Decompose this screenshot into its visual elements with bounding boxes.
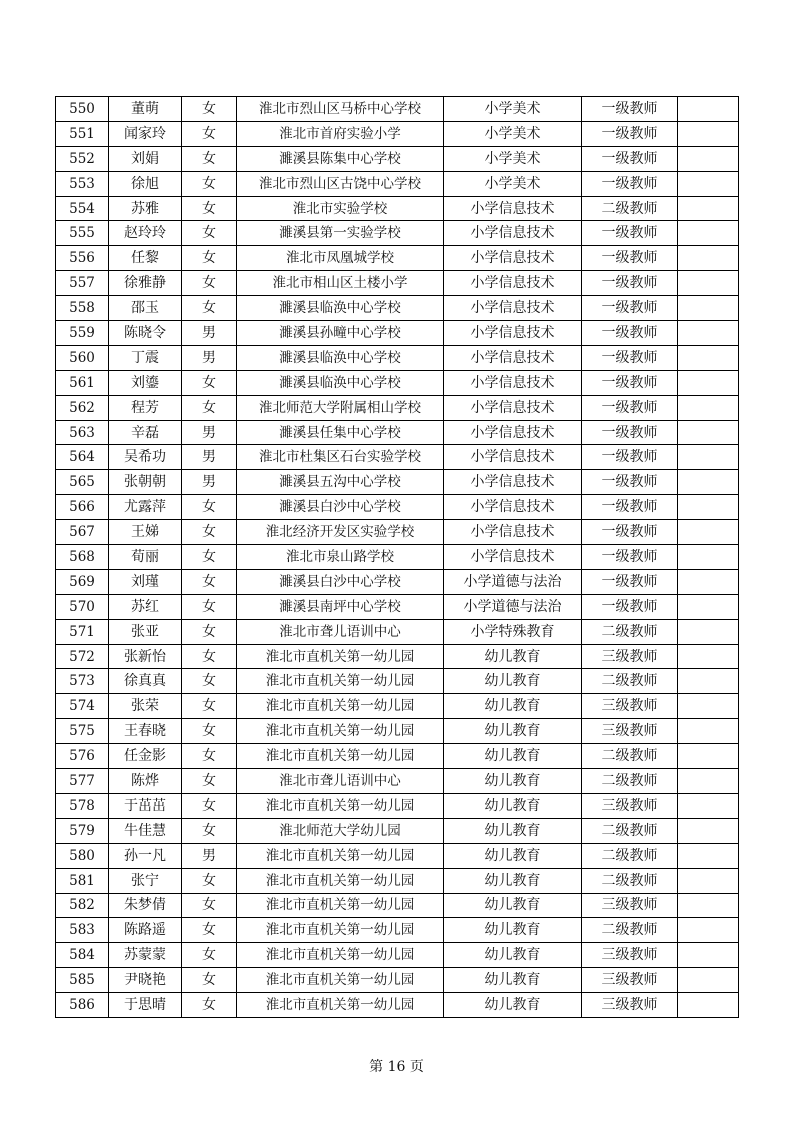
title-rank-cell: 二级教师 bbox=[582, 843, 678, 868]
gender-cell: 女 bbox=[182, 893, 237, 918]
remarks-cell bbox=[678, 968, 739, 993]
school-cell: 淮北市直机关第一幼儿园 bbox=[237, 644, 444, 669]
row-number-cell: 560 bbox=[56, 345, 109, 370]
teacher-name-cell: 徐旭 bbox=[109, 171, 182, 196]
gender-cell: 男 bbox=[182, 470, 237, 495]
title-rank-cell: 三级教师 bbox=[582, 968, 678, 993]
remarks-cell bbox=[678, 445, 739, 470]
gender-cell: 女 bbox=[182, 271, 237, 296]
school-cell: 淮北市直机关第一幼儿园 bbox=[237, 893, 444, 918]
row-number-cell: 563 bbox=[56, 420, 109, 445]
title-rank-cell: 二级教师 bbox=[582, 769, 678, 794]
school-cell: 淮北市杜集区石台实验学校 bbox=[237, 445, 444, 470]
gender-cell: 女 bbox=[182, 793, 237, 818]
gender-cell: 女 bbox=[182, 594, 237, 619]
teacher-name-cell: 徐雅静 bbox=[109, 271, 182, 296]
remarks-cell bbox=[678, 669, 739, 694]
table-row bbox=[56, 121, 739, 146]
remarks-cell bbox=[678, 918, 739, 943]
teacher-name-cell: 刘娟 bbox=[109, 146, 182, 171]
subject-cell: 幼儿教育 bbox=[444, 843, 582, 868]
gender-cell: 女 bbox=[182, 121, 237, 146]
gender-cell: 女 bbox=[182, 694, 237, 719]
remarks-cell bbox=[678, 694, 739, 719]
remarks-cell bbox=[678, 843, 739, 868]
school-cell: 淮北经济开发区实验学校 bbox=[237, 520, 444, 545]
title-rank-cell: 一级教师 bbox=[582, 594, 678, 619]
gender-cell: 女 bbox=[182, 520, 237, 545]
teacher-name-cell: 张宁 bbox=[109, 868, 182, 893]
gender-cell: 男 bbox=[182, 321, 237, 346]
school-cell: 淮北市泉山路学校 bbox=[237, 545, 444, 570]
subject-cell: 幼儿教育 bbox=[444, 818, 582, 843]
gender-cell: 女 bbox=[182, 669, 237, 694]
remarks-cell bbox=[678, 495, 739, 520]
row-number-cell: 555 bbox=[56, 221, 109, 246]
teacher-name-cell: 刘瑾 bbox=[109, 569, 182, 594]
subject-cell: 小学信息技术 bbox=[444, 271, 582, 296]
teacher-name-cell: 徐真真 bbox=[109, 669, 182, 694]
table-row bbox=[56, 545, 739, 570]
teacher-name-cell: 吴希功 bbox=[109, 445, 182, 470]
title-rank-cell: 一级教师 bbox=[582, 97, 678, 122]
title-rank-cell: 二级教师 bbox=[582, 619, 678, 644]
gender-cell: 女 bbox=[182, 196, 237, 221]
remarks-cell bbox=[678, 943, 739, 968]
remarks-cell bbox=[678, 420, 739, 445]
remarks-cell bbox=[678, 395, 739, 420]
title-rank-cell: 一级教师 bbox=[582, 520, 678, 545]
gender-cell: 女 bbox=[182, 719, 237, 744]
teacher-name-cell: 任金影 bbox=[109, 744, 182, 769]
school-cell: 濉溪县任集中心学校 bbox=[237, 420, 444, 445]
title-rank-cell: 三级教师 bbox=[582, 719, 678, 744]
table-row bbox=[56, 196, 739, 221]
table-row bbox=[56, 470, 739, 495]
subject-cell: 小学美术 bbox=[444, 97, 582, 122]
gender-cell: 女 bbox=[182, 968, 237, 993]
remarks-cell bbox=[678, 321, 739, 346]
gender-cell: 女 bbox=[182, 868, 237, 893]
row-number-cell: 562 bbox=[56, 395, 109, 420]
subject-cell: 幼儿教育 bbox=[444, 793, 582, 818]
title-rank-cell: 三级教师 bbox=[582, 644, 678, 669]
gender-cell: 女 bbox=[182, 495, 237, 520]
teacher-name-cell: 孙一凡 bbox=[109, 843, 182, 868]
subject-cell: 小学信息技术 bbox=[444, 345, 582, 370]
table-row bbox=[56, 993, 739, 1018]
table-row bbox=[56, 818, 739, 843]
subject-cell: 小学美术 bbox=[444, 171, 582, 196]
gender-cell: 女 bbox=[182, 569, 237, 594]
title-rank-cell: 一级教师 bbox=[582, 121, 678, 146]
row-number-cell: 569 bbox=[56, 569, 109, 594]
table-row bbox=[56, 744, 739, 769]
title-rank-cell: 一级教师 bbox=[582, 345, 678, 370]
table-row bbox=[56, 171, 739, 196]
row-number-cell: 586 bbox=[56, 993, 109, 1018]
teacher-name-cell: 尤露萍 bbox=[109, 495, 182, 520]
row-number-cell: 576 bbox=[56, 744, 109, 769]
school-cell: 濉溪县南坪中心学校 bbox=[237, 594, 444, 619]
title-rank-cell: 二级教师 bbox=[582, 669, 678, 694]
title-rank-cell: 一级教师 bbox=[582, 171, 678, 196]
gender-cell: 女 bbox=[182, 296, 237, 321]
school-cell: 濉溪县白沙中心学校 bbox=[237, 569, 444, 594]
subject-cell: 幼儿教育 bbox=[444, 694, 582, 719]
subject-cell: 幼儿教育 bbox=[444, 868, 582, 893]
row-number-cell: 559 bbox=[56, 321, 109, 346]
title-rank-cell: 一级教师 bbox=[582, 146, 678, 171]
title-rank-cell: 三级教师 bbox=[582, 793, 678, 818]
school-cell: 淮北市直机关第一幼儿园 bbox=[237, 843, 444, 868]
row-number-cell: 550 bbox=[56, 97, 109, 122]
gender-cell: 女 bbox=[182, 146, 237, 171]
row-number-cell: 580 bbox=[56, 843, 109, 868]
title-rank-cell: 二级教师 bbox=[582, 818, 678, 843]
title-rank-cell: 二级教师 bbox=[582, 868, 678, 893]
subject-cell: 小学美术 bbox=[444, 146, 582, 171]
row-number-cell: 553 bbox=[56, 171, 109, 196]
table-row bbox=[56, 619, 739, 644]
school-cell: 淮北市烈山区马桥中心学校 bbox=[237, 97, 444, 122]
teacher-name-cell: 朱梦倩 bbox=[109, 893, 182, 918]
remarks-cell bbox=[678, 97, 739, 122]
gender-cell: 男 bbox=[182, 843, 237, 868]
remarks-cell bbox=[678, 171, 739, 196]
school-cell: 淮北市直机关第一幼儿园 bbox=[237, 669, 444, 694]
table-row bbox=[56, 146, 739, 171]
gender-cell: 女 bbox=[182, 171, 237, 196]
table-row bbox=[56, 793, 739, 818]
remarks-cell bbox=[678, 146, 739, 171]
teacher-name-cell: 荀丽 bbox=[109, 545, 182, 570]
row-number-cell: 574 bbox=[56, 694, 109, 719]
row-number-cell: 573 bbox=[56, 669, 109, 694]
table-row bbox=[56, 594, 739, 619]
remarks-cell bbox=[678, 569, 739, 594]
teacher-name-cell: 牛佳慧 bbox=[109, 818, 182, 843]
school-cell: 淮北市烈山区古饶中心学校 bbox=[237, 171, 444, 196]
teacher-name-cell: 张荣 bbox=[109, 694, 182, 719]
table-row bbox=[56, 271, 739, 296]
remarks-cell bbox=[678, 296, 739, 321]
school-cell: 淮北市直机关第一幼儿园 bbox=[237, 968, 444, 993]
gender-cell: 女 bbox=[182, 97, 237, 122]
row-number-cell: 556 bbox=[56, 246, 109, 271]
subject-cell: 小学信息技术 bbox=[444, 545, 582, 570]
row-number-cell: 554 bbox=[56, 196, 109, 221]
row-number-cell: 561 bbox=[56, 370, 109, 395]
table-row bbox=[56, 520, 739, 545]
gender-cell: 女 bbox=[182, 993, 237, 1018]
title-rank-cell: 一级教师 bbox=[582, 395, 678, 420]
remarks-cell bbox=[678, 744, 739, 769]
table-row bbox=[56, 694, 739, 719]
remarks-cell bbox=[678, 271, 739, 296]
remarks-cell bbox=[678, 370, 739, 395]
school-cell: 濉溪县五沟中心学校 bbox=[237, 470, 444, 495]
page-footer: 第 16 页 bbox=[369, 1059, 424, 1075]
school-cell: 淮北市直机关第一幼儿园 bbox=[237, 993, 444, 1018]
teacher-name-cell: 张朝朝 bbox=[109, 470, 182, 495]
teacher-name-cell: 邵玉 bbox=[109, 296, 182, 321]
school-cell: 淮北师范大学幼儿园 bbox=[237, 818, 444, 843]
school-cell: 淮北市直机关第一幼儿园 bbox=[237, 793, 444, 818]
subject-cell: 小学信息技术 bbox=[444, 321, 582, 346]
subject-cell: 幼儿教育 bbox=[444, 644, 582, 669]
row-number-cell: 584 bbox=[56, 943, 109, 968]
table-row bbox=[56, 420, 739, 445]
table-row bbox=[56, 345, 739, 370]
row-number-cell: 579 bbox=[56, 818, 109, 843]
table-row bbox=[56, 769, 739, 794]
school-cell: 淮北市直机关第一幼儿园 bbox=[237, 744, 444, 769]
remarks-cell bbox=[678, 246, 739, 271]
subject-cell: 小学信息技术 bbox=[444, 495, 582, 520]
teacher-name-cell: 苏红 bbox=[109, 594, 182, 619]
remarks-cell bbox=[678, 196, 739, 221]
subject-cell: 小学信息技术 bbox=[444, 246, 582, 271]
table-row bbox=[56, 296, 739, 321]
title-rank-cell: 二级教师 bbox=[582, 918, 678, 943]
teacher-name-cell: 王娣 bbox=[109, 520, 182, 545]
school-cell: 淮北市直机关第一幼儿园 bbox=[237, 918, 444, 943]
school-cell: 淮北市聋儿语训中心 bbox=[237, 769, 444, 794]
table-row bbox=[56, 669, 739, 694]
row-number-cell: 570 bbox=[56, 594, 109, 619]
remarks-cell bbox=[678, 520, 739, 545]
remarks-cell bbox=[678, 545, 739, 570]
table-row bbox=[56, 843, 739, 868]
teacher-name-cell: 闻家玲 bbox=[109, 121, 182, 146]
remarks-cell bbox=[678, 769, 739, 794]
table-row bbox=[56, 893, 739, 918]
school-cell: 淮北市实验学校 bbox=[237, 196, 444, 221]
subject-cell: 小学道德与法治 bbox=[444, 569, 582, 594]
school-cell: 濉溪县第一实验学校 bbox=[237, 221, 444, 246]
teacher-name-cell: 董萌 bbox=[109, 97, 182, 122]
title-rank-cell: 三级教师 bbox=[582, 893, 678, 918]
school-cell: 淮北市首府实验小学 bbox=[237, 121, 444, 146]
remarks-cell bbox=[678, 719, 739, 744]
row-number-cell: 575 bbox=[56, 719, 109, 744]
row-number-cell: 572 bbox=[56, 644, 109, 669]
row-number-cell: 578 bbox=[56, 793, 109, 818]
table-row bbox=[56, 943, 739, 968]
school-cell: 淮北市直机关第一幼儿园 bbox=[237, 868, 444, 893]
row-number-cell: 583 bbox=[56, 918, 109, 943]
remarks-cell bbox=[678, 868, 739, 893]
teacher-name-cell: 尹晓艳 bbox=[109, 968, 182, 993]
teacher-name-cell: 苏蒙蒙 bbox=[109, 943, 182, 968]
school-cell: 濉溪县临涣中心学校 bbox=[237, 370, 444, 395]
remarks-cell bbox=[678, 470, 739, 495]
subject-cell: 小学道德与法治 bbox=[444, 594, 582, 619]
title-rank-cell: 一级教师 bbox=[582, 495, 678, 520]
gender-cell: 男 bbox=[182, 420, 237, 445]
row-number-cell: 551 bbox=[56, 121, 109, 146]
table-row bbox=[56, 445, 739, 470]
teacher-name-cell: 赵玲玲 bbox=[109, 221, 182, 246]
gender-cell: 女 bbox=[182, 246, 237, 271]
teacher-name-cell: 于思晴 bbox=[109, 993, 182, 1018]
teacher-name-cell: 辛磊 bbox=[109, 420, 182, 445]
subject-cell: 小学特殊教育 bbox=[444, 619, 582, 644]
remarks-cell bbox=[678, 818, 739, 843]
row-number-cell: 585 bbox=[56, 968, 109, 993]
school-cell: 濉溪县临涣中心学校 bbox=[237, 345, 444, 370]
subject-cell: 幼儿教育 bbox=[444, 918, 582, 943]
remarks-cell bbox=[678, 121, 739, 146]
row-number-cell: 582 bbox=[56, 893, 109, 918]
school-cell: 濉溪县孙疃中心学校 bbox=[237, 321, 444, 346]
school-cell: 濉溪县临涣中心学校 bbox=[237, 296, 444, 321]
title-rank-cell: 一级教师 bbox=[582, 246, 678, 271]
table-row bbox=[56, 321, 739, 346]
row-number-cell: 552 bbox=[56, 146, 109, 171]
title-rank-cell: 一级教师 bbox=[582, 370, 678, 395]
teacher-name-cell: 张新怡 bbox=[109, 644, 182, 669]
title-rank-cell: 一级教师 bbox=[582, 221, 678, 246]
subject-cell: 小学信息技术 bbox=[444, 445, 582, 470]
row-number-cell: 566 bbox=[56, 495, 109, 520]
row-number-cell: 558 bbox=[56, 296, 109, 321]
title-rank-cell: 一级教师 bbox=[582, 296, 678, 321]
subject-cell: 小学信息技术 bbox=[444, 370, 582, 395]
gender-cell: 女 bbox=[182, 619, 237, 644]
table-row bbox=[56, 395, 739, 420]
subject-cell: 幼儿教育 bbox=[444, 744, 582, 769]
row-number-cell: 581 bbox=[56, 868, 109, 893]
row-number-cell: 577 bbox=[56, 769, 109, 794]
subject-cell: 幼儿教育 bbox=[444, 893, 582, 918]
title-rank-cell: 三级教师 bbox=[582, 943, 678, 968]
school-cell: 淮北市凤凰城学校 bbox=[237, 246, 444, 271]
gender-cell: 女 bbox=[182, 918, 237, 943]
table-row bbox=[56, 221, 739, 246]
subject-cell: 小学信息技术 bbox=[444, 520, 582, 545]
row-number-cell: 557 bbox=[56, 271, 109, 296]
title-rank-cell: 一级教师 bbox=[582, 271, 678, 296]
table-row bbox=[56, 968, 739, 993]
subject-cell: 幼儿教育 bbox=[444, 968, 582, 993]
subject-cell: 幼儿教育 bbox=[444, 719, 582, 744]
teacher-name-cell: 陈晓令 bbox=[109, 321, 182, 346]
subject-cell: 幼儿教育 bbox=[444, 669, 582, 694]
table-row bbox=[56, 644, 739, 669]
table-row bbox=[56, 246, 739, 271]
subject-cell: 小学美术 bbox=[444, 121, 582, 146]
teacher-name-cell: 程芳 bbox=[109, 395, 182, 420]
subject-cell: 小学信息技术 bbox=[444, 221, 582, 246]
subject-cell: 小学信息技术 bbox=[444, 296, 582, 321]
teacher-name-cell: 王春晓 bbox=[109, 719, 182, 744]
gender-cell: 女 bbox=[182, 818, 237, 843]
remarks-cell bbox=[678, 644, 739, 669]
teacher-name-cell: 丁震 bbox=[109, 345, 182, 370]
row-number-cell: 565 bbox=[56, 470, 109, 495]
row-number-cell: 567 bbox=[56, 520, 109, 545]
subject-cell: 幼儿教育 bbox=[444, 769, 582, 794]
gender-cell: 女 bbox=[182, 221, 237, 246]
row-number-cell: 568 bbox=[56, 545, 109, 570]
table-row bbox=[56, 918, 739, 943]
school-cell: 淮北市直机关第一幼儿园 bbox=[237, 719, 444, 744]
teacher-name-cell: 陈路遥 bbox=[109, 918, 182, 943]
teacher-name-cell: 张亚 bbox=[109, 619, 182, 644]
subject-cell: 幼儿教育 bbox=[444, 993, 582, 1018]
title-rank-cell: 二级教师 bbox=[582, 744, 678, 769]
title-rank-cell: 二级教师 bbox=[582, 196, 678, 221]
school-cell: 淮北市聋儿语训中心 bbox=[237, 619, 444, 644]
school-cell: 淮北市直机关第一幼儿园 bbox=[237, 943, 444, 968]
title-rank-cell: 三级教师 bbox=[582, 694, 678, 719]
gender-cell: 女 bbox=[182, 370, 237, 395]
gender-cell: 女 bbox=[182, 943, 237, 968]
remarks-cell bbox=[678, 793, 739, 818]
school-cell: 淮北师范大学附属相山学校 bbox=[237, 395, 444, 420]
title-rank-cell: 一级教师 bbox=[582, 420, 678, 445]
teacher-roster-table bbox=[55, 96, 739, 1018]
table-row bbox=[56, 569, 739, 594]
table-row bbox=[56, 495, 739, 520]
teacher-name-cell: 于茁茁 bbox=[109, 793, 182, 818]
gender-cell: 女 bbox=[182, 395, 237, 420]
title-rank-cell: 一级教师 bbox=[582, 470, 678, 495]
roster-body bbox=[56, 97, 739, 1018]
subject-cell: 小学信息技术 bbox=[444, 196, 582, 221]
gender-cell: 女 bbox=[182, 744, 237, 769]
title-rank-cell: 一级教师 bbox=[582, 445, 678, 470]
remarks-cell bbox=[678, 893, 739, 918]
subject-cell: 小学信息技术 bbox=[444, 395, 582, 420]
gender-cell: 男 bbox=[182, 345, 237, 370]
row-number-cell: 571 bbox=[56, 619, 109, 644]
title-rank-cell: 三级教师 bbox=[582, 993, 678, 1018]
school-cell: 濉溪县白沙中心学校 bbox=[237, 495, 444, 520]
table-row bbox=[56, 370, 739, 395]
subject-cell: 小学信息技术 bbox=[444, 420, 582, 445]
teacher-name-cell: 苏雅 bbox=[109, 196, 182, 221]
gender-cell: 男 bbox=[182, 445, 237, 470]
remarks-cell bbox=[678, 993, 739, 1018]
title-rank-cell: 一级教师 bbox=[582, 321, 678, 346]
school-cell: 淮北市直机关第一幼儿园 bbox=[237, 694, 444, 719]
table-row bbox=[56, 97, 739, 122]
title-rank-cell: 一级教师 bbox=[582, 545, 678, 570]
remarks-cell bbox=[678, 345, 739, 370]
gender-cell: 女 bbox=[182, 545, 237, 570]
remarks-cell bbox=[678, 221, 739, 246]
teacher-name-cell: 刘鎏 bbox=[109, 370, 182, 395]
row-number-cell: 564 bbox=[56, 445, 109, 470]
teacher-name-cell: 陈烨 bbox=[109, 769, 182, 794]
gender-cell: 女 bbox=[182, 644, 237, 669]
gender-cell: 女 bbox=[182, 769, 237, 794]
table-row bbox=[56, 868, 739, 893]
subject-cell: 幼儿教育 bbox=[444, 943, 582, 968]
remarks-cell bbox=[678, 619, 739, 644]
table-row bbox=[56, 719, 739, 744]
teacher-name-cell: 任黎 bbox=[109, 246, 182, 271]
school-cell: 淮北市相山区土楼小学 bbox=[237, 271, 444, 296]
subject-cell: 小学信息技术 bbox=[444, 470, 582, 495]
title-rank-cell: 一级教师 bbox=[582, 569, 678, 594]
remarks-cell bbox=[678, 594, 739, 619]
school-cell: 濉溪县陈集中心学校 bbox=[237, 146, 444, 171]
